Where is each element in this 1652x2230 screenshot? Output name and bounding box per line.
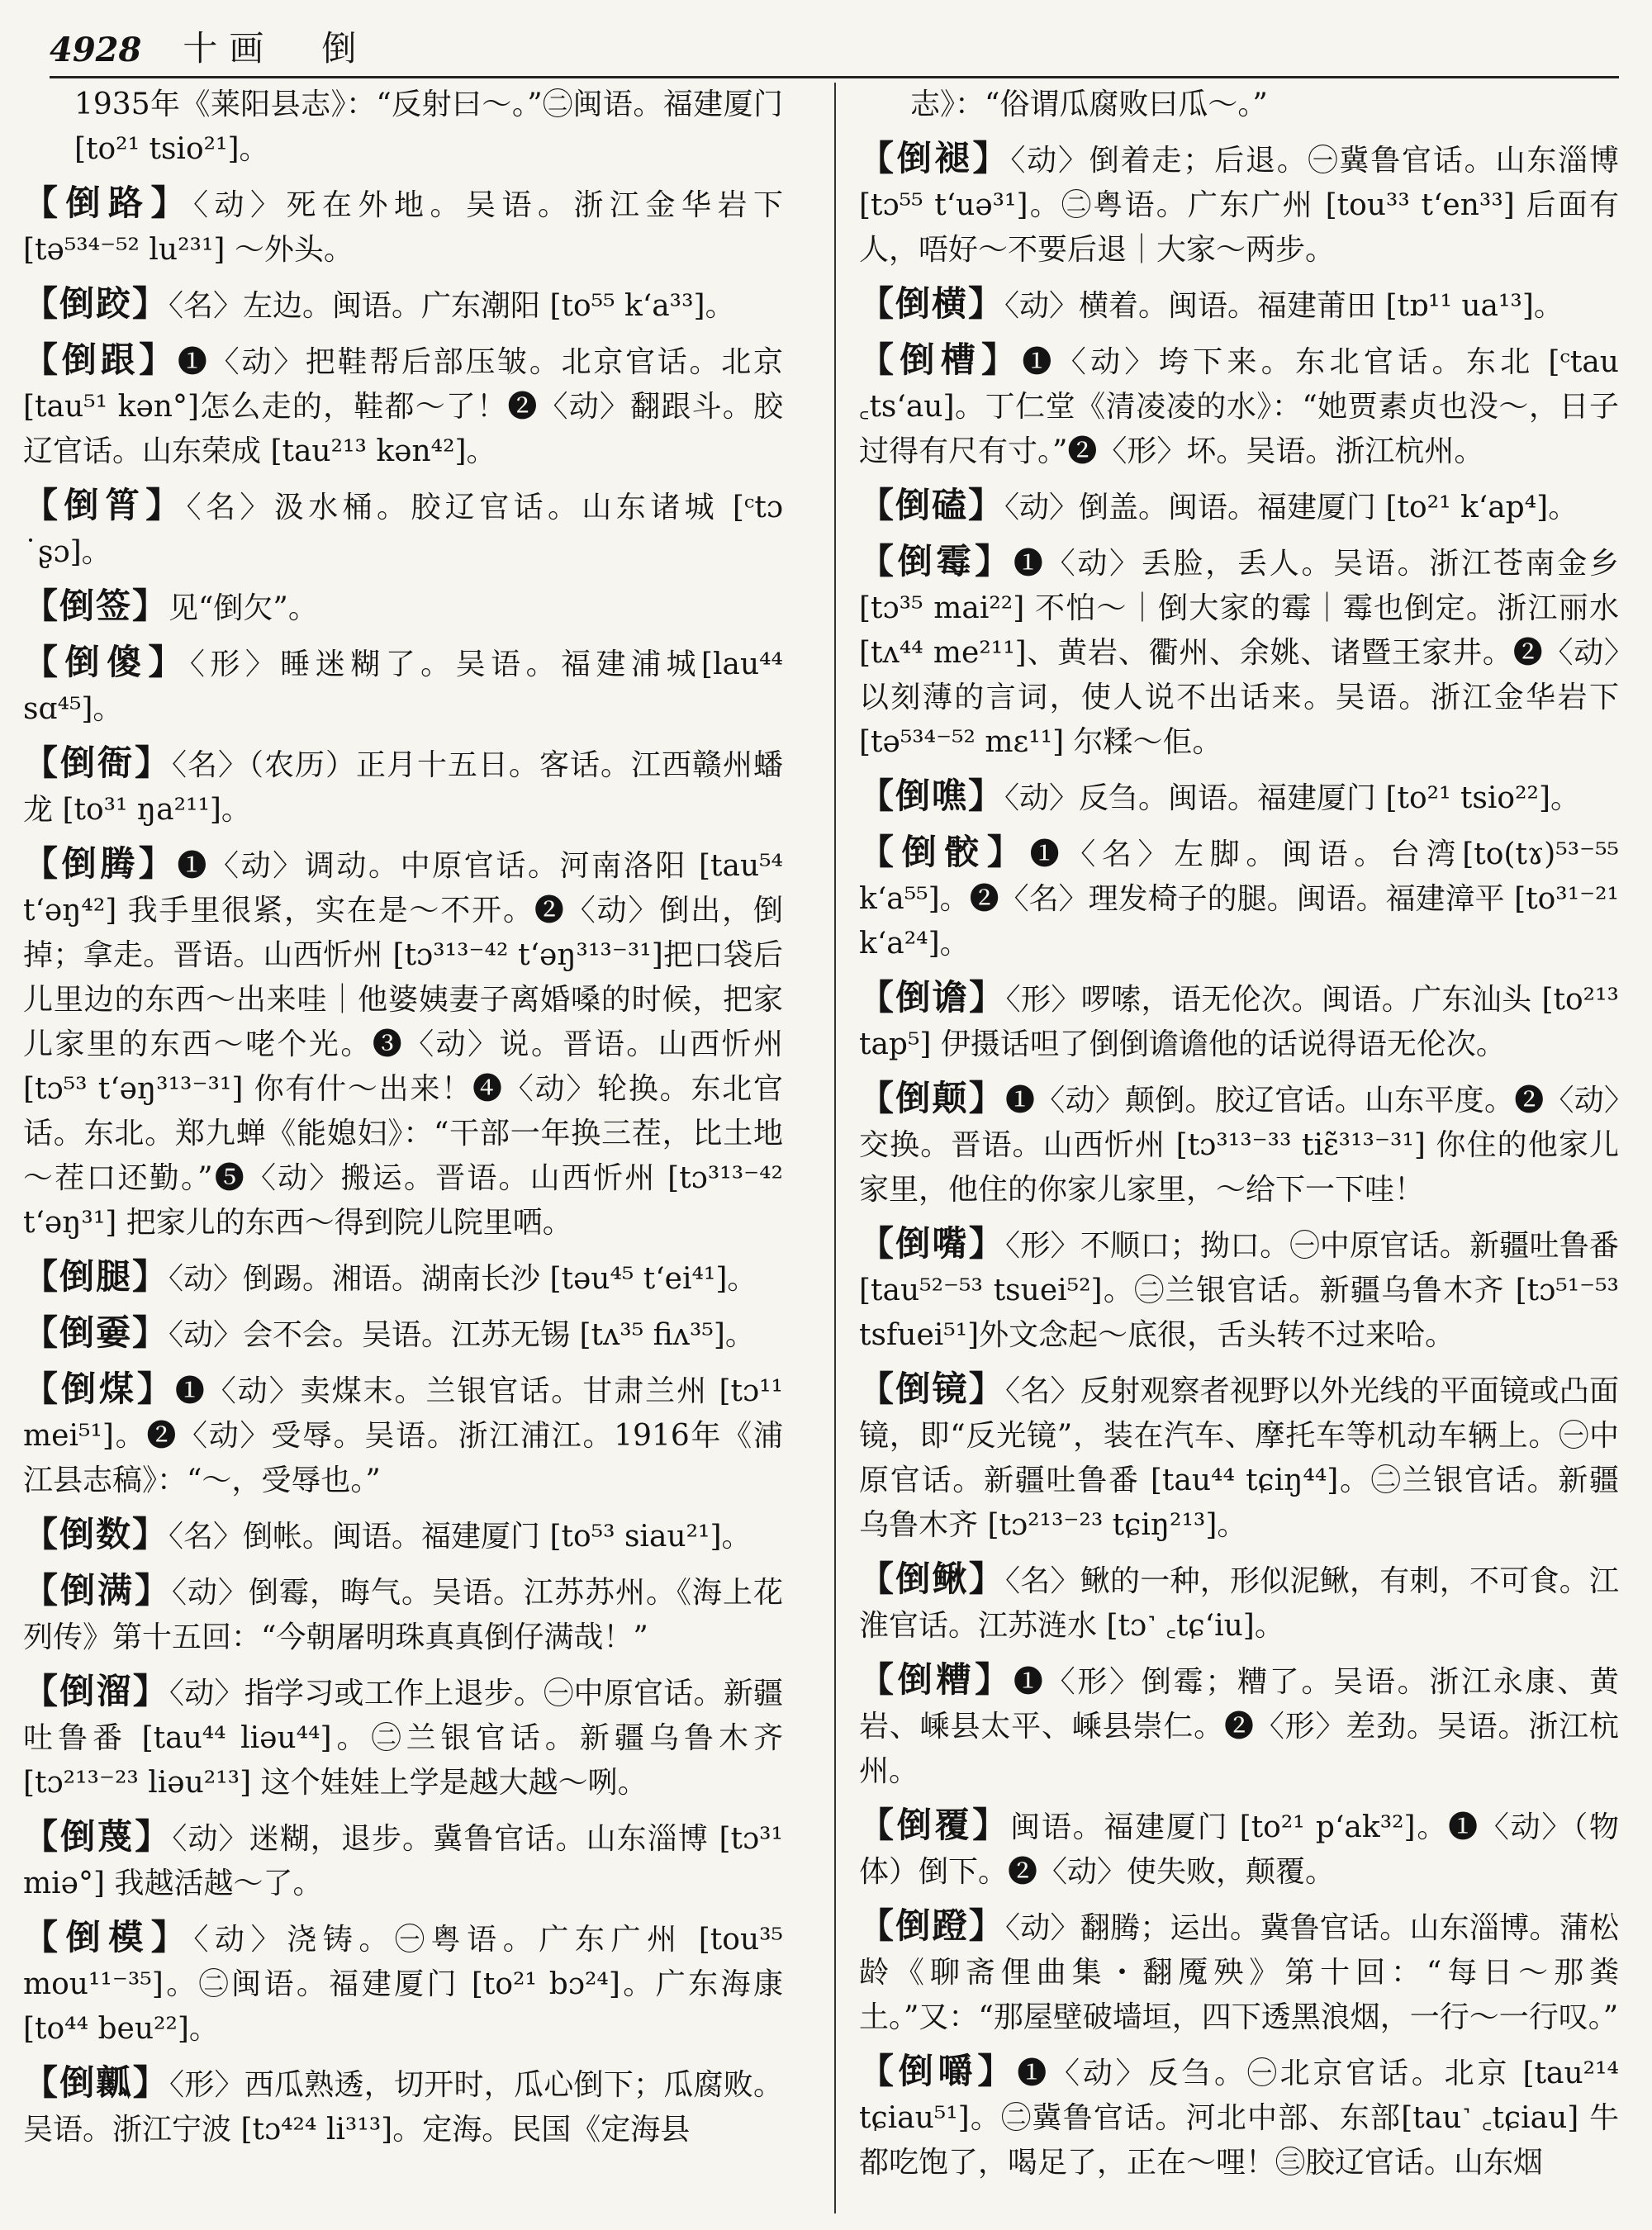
entry-headword: 【倒模】 (23, 1917, 194, 1957)
entry-definition: 〈动〉会不会。吴语。江苏无锡 [tʌ³⁵ fiʌ³⁵]。 (169, 1318, 755, 1352)
entry-headword: 【倒糟】 (859, 1659, 1014, 1700)
dictionary-entry (859, 975, 1619, 1067)
entry-definition: 〈形〉不顺口；拗口。㊀中原官话。新疆吐鲁番 [tau⁵²⁻⁵³ tsuei⁵²]。㊁兰银官话。新疆乌鲁木齐 [tɔ⁵¹⁻⁵³ tsfuei⁵¹]外文念起～底很，舌头转不过来哈。 (859, 1229, 1619, 1352)
dictionary-entry (23, 181, 783, 273)
entry-definition: 〈名〉（农历）正月十五日。客话。江西赣州蟠龙 [to³¹ ŋa²¹¹]。 (23, 748, 783, 827)
entry-headword: 【倒横】 (859, 283, 1005, 324)
entry-headword: 【倒镜】 (859, 1369, 1005, 1409)
entry-headword: 【倒嘴】 (859, 1223, 1005, 1264)
entry-headword: 【倒嫑】 (23, 1312, 169, 1353)
entry-definition: ❶〈动〉调动。中原官话。河南洛阳 [tau⁵⁴ t‘əŋ⁴²] 我手里很紧，实在是～不开。❷〈动〉倒出，倒掉；拿走。晋语。山西忻州 [tɔ³¹³⁻⁴² t‘əŋ³¹³⁻³¹]把口袋后儿里边的东西～出来哇｜他婆姨妻子离婚嗓的时候，把家儿家里的东西～咾个光。❸〈动〉说。晋语。山西忻州 [tɔ⁵³ t‘əŋ³¹³⁻³¹] 你有什～出来！❹〈动〉轮换。东北官话。东北。郑九蝉《能媳妇》：“干部一年换三茬，比土地～茬口还勤。”❺〈动〉搬运。晋语。山西忻州 [tɔ³¹³⁻⁴² t‘əŋ³¹] 把家儿的东西～得到院儿院里哂。 (23, 849, 783, 1240)
dictionary-entry (859, 338, 1619, 474)
dictionary-entry (859, 483, 1619, 530)
entry-headword: 【倒跟】 (23, 339, 178, 380)
entry-headword: 【倒谵】 (859, 977, 1006, 1018)
entry-definition: 〈动〉倒霉，晦气。吴语。江苏苏州。《海上花列传》第十五回：“今朝屠明珠真真倒仔满哉！” (23, 1576, 783, 1654)
dictionary-entry (23, 1255, 783, 1302)
entry-definition: 〈动〉翻腾；运出。冀鲁官话。山东淄博。蒲松龄《聊斋俚曲集・翻魇殃》第十回：“每日～那粪土。”又：“那屋壁破墙垣，四下透黑浪烟，一行～一行叹。” (859, 1911, 1619, 2034)
dictionary-entry (23, 1915, 783, 2052)
dictionary-entry (859, 774, 1619, 821)
dictionary-entry (23, 1367, 783, 1503)
dictionary-entry (859, 830, 1619, 966)
entry-definition: 〈形〉啰嗦，语无伦次。闽语。广东汕头 [to²¹³ tap⁵] 伊摄话呾了倒倒谵谵他的话说得语无伦次。 (859, 983, 1619, 1061)
entry-definition: 〈名〉汲水桶。胶辽官话。山东诸城 [ᶜtɔ ˙ʂɔ]。 (23, 491, 783, 569)
left-column (23, 83, 783, 2213)
entry-headword: 【倒噍】 (859, 776, 1005, 816)
entry-headword: 【倒衙】 (23, 743, 172, 783)
entry-definition: 〈形〉睡迷糊了。吴语。福建浦城[lau⁴⁴ sɑ⁴⁵]。 (23, 648, 783, 726)
entry-headword: 【倒腿】 (23, 1256, 169, 1297)
entry-definition: 〈名〉反射观察者视野以外光线的平面镜或凸面镜，即“反光镜”，装在汽车、摩托车等机动车辆上。㊀中原官话。新疆吐鲁番 [tau⁴⁴ tɕiŋ⁴⁴]。㊁兰银官话。新疆乌鲁木齐 [tɔ²¹³⁻²³ tɕiŋ²¹³]。 (859, 1374, 1619, 1542)
entry-headword: 【倒磕】 (859, 485, 1005, 525)
dictionary-entry (859, 2049, 1619, 2185)
dictionary-entry (859, 539, 1619, 765)
entry-headword: 【倒跤】 (23, 283, 169, 324)
dictionary-entry (23, 1311, 783, 1358)
entry-headword: 【倒瓤】 (23, 2062, 169, 2103)
entry-definition: 〈动〉浇铸。㊀粤语。广东广州 [tou³⁵ mou¹¹⁻³⁵]。㊁闽语。福建厦门 [to²¹ bɔ²⁴]。广东海康[to⁴⁴ beu²²]。 (23, 1923, 783, 2046)
entry-headword: 【倒傻】 (23, 642, 190, 682)
dictionary-entry (23, 842, 783, 1245)
entry-definition: ❶〈动〉丢脸，丢人。吴语。浙江苍南金乡 [tɔ³⁵ mai²²] 不怕～｜倒大家的霉｜霉也倒定。浙江丽水 [tʌ⁴⁴ me²¹¹]、黄岩、衢州、余姚、诸暨王家井。❷〈动〉以刻薄的言词，使人说不出话来。吴语。浙江金华岩下 [tə⁵³⁴⁻⁵² mɛ¹¹] 尔糅～佢。 (859, 547, 1619, 759)
entry-definition: 〈名〉倒帐。闽语。福建厦门 [to⁵³ siau²¹]。 (169, 1520, 752, 1554)
dictionary-entry (74, 83, 783, 172)
dictionary-entry (23, 1815, 783, 1906)
dictionary-entry (859, 1803, 1619, 1895)
entry-definition: 〈名〉左边。闽语。广东潮阳 [to⁵⁵ k‘a³³]。 (169, 289, 735, 323)
entry-headword: 【倒嚼】 (859, 2051, 1018, 2091)
entry-headword: 【倒霉】 (859, 541, 1014, 581)
entry-definition: 〈动〉死在外地。吴语。浙江金华岩下 [tə⁵³⁴⁻⁵² lu²³¹] ～外头。 (23, 188, 783, 267)
entry-headword: 【倒腾】 (23, 843, 178, 884)
dictionary-entry (23, 483, 783, 575)
entry-definition: 〈动〉横着。闽语。福建莆田 [tɒ¹¹ ua¹³]。 (1004, 289, 1564, 323)
entry-headword: 【倒煤】 (23, 1369, 175, 1409)
dictionary-entry (23, 282, 783, 329)
right-column (859, 83, 1619, 2213)
entry-definition: 闽语。福建厦门 [to²¹ p‘ak³²]。❶〈动〉（物体）倒下。❷〈动〉使失败，颠覆。 (859, 1810, 1619, 1889)
dictionary-entry (23, 1512, 783, 1559)
entry-definition: 1935年《莱阳县志》：“反射曰～。”㊁闽语。福建厦门 [to²¹ tsio²¹]。 (74, 88, 783, 166)
entry-headword: 【倒蔑】 (23, 1816, 173, 1857)
entry-headword: 【倒签】 (23, 586, 169, 626)
entry-definition: 志》：“俗谓瓜腐败曰瓜～。” (910, 88, 1268, 121)
dictionary-entry (859, 282, 1619, 329)
entry-definition: 〈动〉倒盖。闽语。福建厦门 [to²¹ k‘ap⁴]。 (1004, 491, 1578, 524)
entry-headword: 【倒蹬】 (859, 1905, 1005, 1946)
entry-headword: 【倒鳅】 (859, 1559, 1005, 1599)
entry-definition: ❶〈动〉颠倒。胶辽官话。山东平度。❷〈动〉交换。晋语。山西忻州 [tɔ³¹³⁻³³ tiɛ̃³¹³⁻³¹] 你住的他家儿家里，他住的你家儿家里，～给下一下哇！ (859, 1084, 1619, 1207)
entry-definition: 〈动〉倒着走；后退。㊀冀鲁官话。山东淄博 [tɔ⁵⁵ t‘uə³¹]。㊁粤语。广东广州 [tou³³ t‘en³³] 后面有人，唔好～不要后退｜大家～两步。 (859, 144, 1619, 267)
entry-headword: 【倒溜】 (23, 1671, 169, 1711)
dictionary-entry (23, 584, 783, 631)
dictionary-entry (23, 741, 783, 833)
page-header (50, 18, 1619, 78)
dictionary-entry (23, 640, 783, 732)
dictionary-entry (23, 2061, 783, 2152)
dictionary-entry (859, 136, 1619, 273)
entry-definition: 〈动〉反刍。闽语。福建厦门 [to²¹ tsio²²]。 (1004, 781, 1580, 815)
entry-definition: 〈动〉迷糊，退步。冀鲁官话。山东淄博 [tɔ³¹ miə°] 我越活越～了。 (23, 1822, 783, 1900)
entry-definition: ❶〈动〉卖煤末。兰银官话。甘肃兰州 [tɔ¹¹ mei⁵¹]。❷〈动〉受辱。吴语。浙江浦江。1916年《浦江县志稿》：“～，受辱也。” (23, 1374, 783, 1497)
dictionary-entry (859, 1367, 1619, 1548)
entry-definition: 〈动〉倒踢。湘语。湖南长沙 [təu⁴⁵ t‘ei⁴¹]。 (169, 1262, 757, 1296)
entry-headword: 【倒槽】 (859, 339, 1023, 380)
entry-definition: ❶〈形〉倒霉；糟了。吴语。浙江永康、黄岩、嵊县太平、嵊县崇仁。❷〈形〉差劲。吴语。浙江杭州。 (859, 1665, 1619, 1788)
column-divider (834, 83, 836, 2213)
entry-definition: ❶〈动〉反刍。㊀北京官话。北京 [tau²¹⁴ tɕiau⁵¹]。㊁冀鲁官话。河北中部、东部[tau˺ ꜀tɕiau] 牛都吃饱了，喝足了，正在～哩！㊂胶辽官话。山东烟 (859, 2057, 1619, 2180)
entry-definition: ❶〈动〉垮下来。东北官话。东北 [ᶜtau ꜀ts‘au]。丁仁堂《清凌凌的水》：“她贾素贞也没～，日子过得有尺有寸。”❷〈形〉坏。吴语。浙江杭州。 (859, 345, 1619, 468)
entry-headword: 【倒筲】 (23, 485, 187, 525)
entry-definition: ❶〈动〉把鞋帮后部压皱。北京官话。北京 [tau⁵¹ kən°]怎么走的，鞋都～了！❷〈动〉翻跟斗。胶辽官话。山东荣成 [tau²¹³ kən⁴²]。 (23, 345, 783, 468)
entry-definition: ❶〈名〉左脚。闽语。台湾[to(tɤ)⁵³⁻⁵⁵ k‘a⁵⁵]。❷〈名〉理发椅子的腿。闽语。福建漳平 [to³¹⁻²¹ k‘a²⁴]。 (859, 837, 1619, 961)
dictionary-entry (859, 1557, 1619, 1649)
entry-headword: 【倒满】 (23, 1570, 172, 1611)
entry-headword: 【倒路】 (23, 183, 193, 223)
entry-definition: 〈名〉鳅的一种，形似泥鳅，有刺，不可食。江淮官话。江苏涟水 [tɔ˺ ꜀tɕ‘iu]。 (859, 1564, 1619, 1643)
dictionary-entry (859, 1658, 1619, 1794)
dictionary-entry (859, 1222, 1619, 1358)
page-number: 4928 (50, 31, 142, 69)
dictionary-entry (23, 338, 783, 474)
dictionary-entry (910, 83, 1619, 127)
dictionary-entry (23, 1669, 783, 1805)
entry-definition: 〈形〉西瓜熟透，切开时，瓜心倒下；瓜腐败。吴语。浙江宁波 [tɔ⁴²⁴ li³¹³]。定海。民国《定海县 (23, 2068, 783, 2147)
entry-definition: 见“倒欠”。 (169, 591, 318, 625)
entry-headword: 【倒褪】 (859, 138, 1011, 178)
entry-headword: 【倒数】 (23, 1514, 169, 1554)
dictionary-entry (859, 1904, 1619, 2040)
entry-headword: 【倒颠】 (859, 1078, 1005, 1118)
section-title: 十画 倒 (183, 28, 368, 69)
dictionary-entry (23, 1568, 783, 1660)
entry-headword: 【倒覆】 (859, 1805, 1011, 1845)
entry-headword: 【倒骹】 (859, 832, 1030, 872)
dictionary-entry (859, 1076, 1619, 1212)
entry-definition: 〈动〉指学习或工作上退步。㊀中原官话。新疆吐鲁番 [tau⁴⁴ liəu⁴⁴]。㊁兰银官话。新疆乌鲁木齐 [tɔ²¹³⁻²³ liəu²¹³] 这个娃娃上学是越大越～咧。 (23, 1677, 783, 1800)
